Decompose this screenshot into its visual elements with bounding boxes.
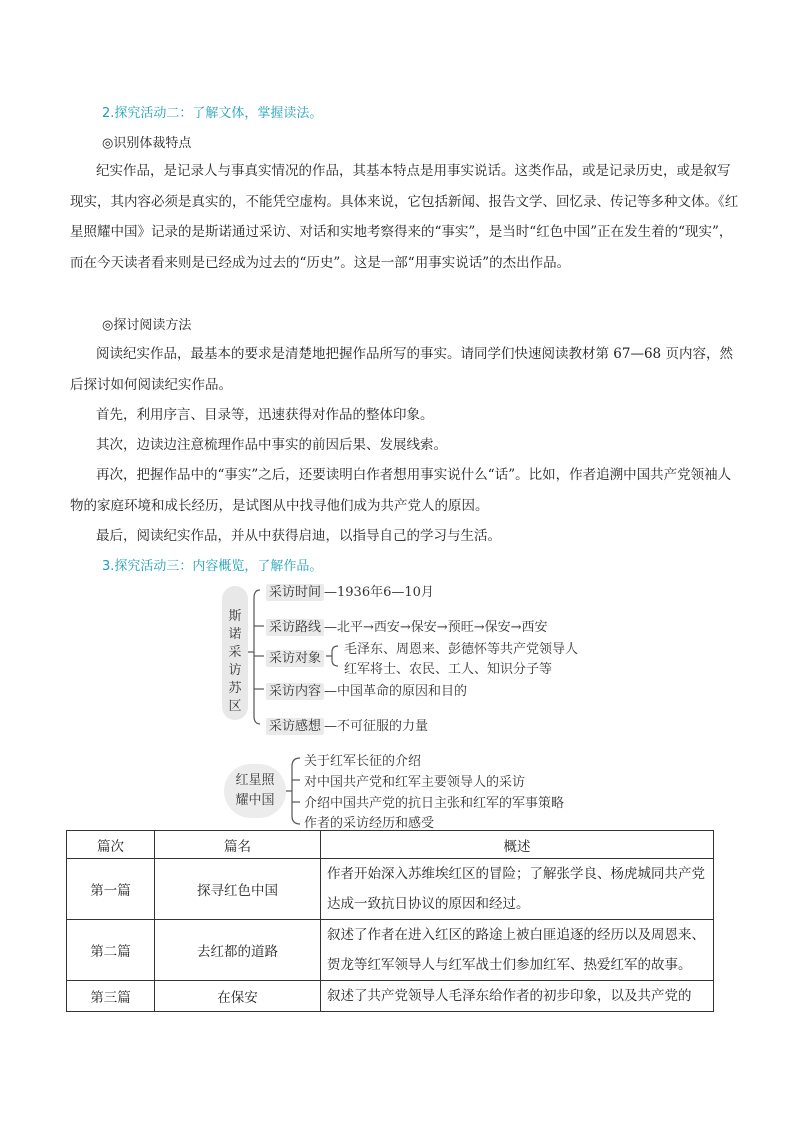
book-overview-mindmap — [220, 750, 620, 830]
overview-item: 关于红军长征的介绍 — [304, 754, 422, 769]
cell-no: 第一篇 — [67, 859, 155, 920]
cell-desc: 作者开始深入苏维埃红区的冒险；了解张学良、杨虎城同共产党达成一致抗日协议的原因和经过。 — [321, 859, 714, 920]
cell-title: 去红都的道路 — [155, 920, 321, 981]
cell-title: 探寻红色中国 — [155, 859, 321, 920]
subheading-genre: ◎识别体裁特点 — [102, 136, 192, 151]
mindmap-item-time: 采访时间 —1936年6—10月 — [266, 581, 434, 600]
paragraph-first: 首先，利用序言、目录等，迅速获得对作品的整体印象。 — [96, 407, 434, 423]
table-row — [67, 920, 714, 981]
mindmap-item-thoughts: 采访感想 —不可征服的力量 — [266, 715, 428, 734]
table-row — [67, 981, 714, 1012]
table-header-row — [67, 831, 714, 859]
paragraph-genre: 纪实作品，是记录人与事真实情况的作品，其基本特点是用事实说话。这类作品，或是记录历史，或是叙写现实，其内容必须是真实的，不能凭空虚构。具体来说，它包括新闻、报告文学、回忆录、传记等多种文体。《红星照耀中国》记录的是斯诺通过采访、对话和实地考察得来的“事实”，是当时“红色中国”正在发生着的“现实”，而在今天读者看来则是已经成为过去的“历史”。这是一部“用事实说话”的杰出作品。 — [70, 163, 739, 271]
section2-heading: 2.探究活动二：了解文体，掌握读法。 — [102, 106, 323, 121]
overview-item: 介绍中国共产党的抗日主张和红军的军事策略 — [304, 796, 565, 811]
cell-no: 第二篇 — [67, 920, 155, 981]
mindmap-item-route: 采访路线 —北平→西安→保安→预旺→保安→西安 — [266, 616, 547, 635]
paragraph-last: 最后，阅读纪实作品，并从中获得启迪，以指导自己的学习与生活。 — [96, 528, 501, 544]
chapter-table — [66, 830, 714, 1012]
cell-desc: 叙述了作者在进入红区的路途上被白匪追逐的经历以及周恩来、贺龙等红军领导人与红军战士们参加红军、热爱红军的故事。 — [321, 920, 714, 981]
paragraph-method: 阅读纪实作品，最基本的要求是清楚地把握作品所写的事实。请同学们快速阅读教材第 67—68 页内容，然后探讨如何阅读纪实作品。 — [70, 346, 733, 393]
header-desc: 概述 — [321, 831, 714, 859]
mindmap-item-subjects: 采访对象 — [266, 647, 324, 666]
overview-item: 作者的采访经历和感受 — [304, 816, 435, 831]
cell-title: 在保安 — [155, 981, 321, 1012]
subheading-method: ◎探讨阅读方法 — [102, 318, 192, 333]
overview-root — [224, 764, 286, 818]
section3-heading: 3.探究活动三：内容概览，了解作品。 — [102, 559, 323, 574]
table-row — [67, 859, 714, 920]
mindmap-root-label: 斯诺采访苏区 — [228, 609, 242, 714]
interview-mindmap — [222, 576, 662, 744]
mindmap-subjects-value1: 毛泽东、周恩来、彭德怀等共产党领导人 — [344, 642, 579, 657]
header-no: 篇次 — [67, 831, 155, 859]
overview-item: 对中国共产党和红军主要领导人的采访 — [304, 775, 526, 790]
mindmap-item-content: 采访内容 —中国革命的原因和目的 — [266, 680, 467, 699]
cell-no: 第三篇 — [67, 981, 155, 1012]
overview-root-line1: 红星照 — [235, 773, 275, 788]
cell-desc: 叙述了共产党领导人毛泽东给作者的初步印象，以及共产党的 — [321, 981, 714, 1012]
mindmap-subjects-value2: 红军将士、农民、工人、知识分子等 — [344, 662, 553, 677]
paragraph-second: 其次，边读边注意梳理作品中事实的前因后果、发展线索。 — [96, 437, 447, 453]
header-title: 篇名 — [155, 831, 321, 859]
overview-root-line2: 耀中国 — [235, 793, 275, 808]
paragraph-third: 再次，把握作品中的“事实”之后，还要读明白作者想用事实说什么“话”。比如，作者追溯中国共产党领袖人物的家庭环境和成长经历，是试图从中找寻他们成为共产党人的原因。 — [70, 467, 732, 514]
mindmap-root — [222, 586, 248, 720]
